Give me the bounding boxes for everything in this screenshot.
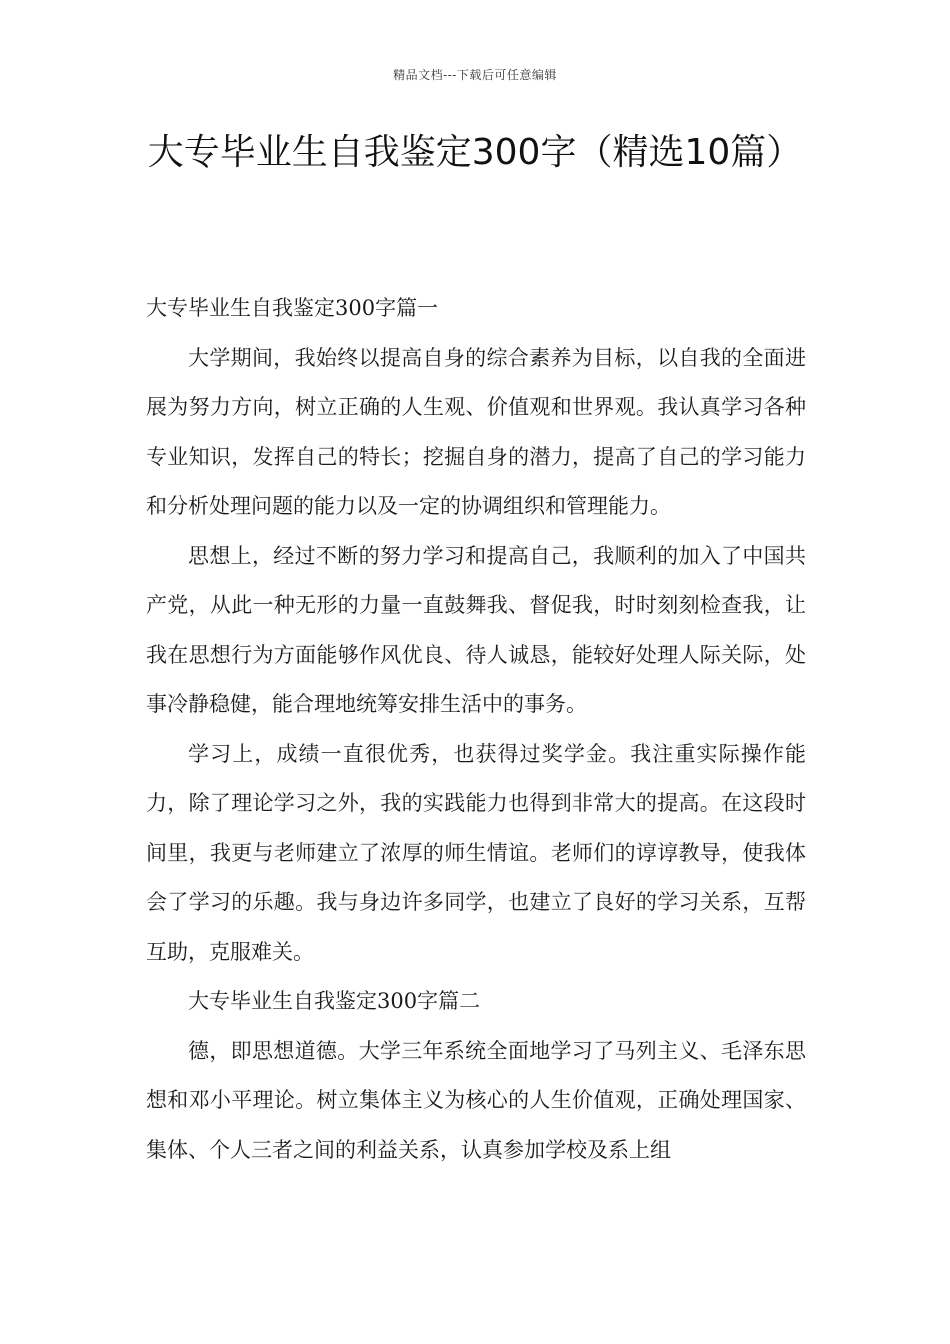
header-note: 精品文档---下载后可任意编辑 (393, 68, 557, 82)
paragraph: 思想上，经过不断的努力学习和提高自己，我顺利的加入了中国共产党，从此一种无形的力量一直鼓舞我、督促我，时时刻刻检查我，让我在思想行为方面能够作风优良、待人诚恳，能较好处理人际关际，处事冷静稳健，能合理地统筹安排生活中的事务。 (146, 543, 806, 716)
document-title: 大专毕业生自我鉴定300字（精选10篇） (147, 132, 803, 173)
document-body (146, 284, 806, 1175)
section-heading-2: 大专毕业生自我鉴定300字篇二 (188, 989, 481, 1013)
paragraph: 学习上，成绩一直很优秀，也获得过奖学金。我注重实际操作能力，除了理论学习之外，我的实践能力也得到非常大的提高。在这段时间里，我更与老师建立了浓厚的师生情谊。老师们的谆谆教导，使我体会了学习的乐趣。我与身边许多同学，也建立了良好的学习关系，互帮互助，克服难关。 (146, 741, 806, 964)
paragraph: 德，即思想道德。大学三年系统全面地学习了马列主义、毛泽东思想和邓小平理论。树立集体主义为核心的人生价值观，正确处理国家、集体、个人三者之间的利益关系，认真参加学校及系上组 (146, 1038, 806, 1162)
section-heading-1: 大专毕业生自我鉴定300字篇一 (146, 296, 439, 320)
paragraph: 大学期间，我始终以提高自身的综合素养为目标，以自我的全面进展为努力方向，树立正确的人生观、价值观和世界观。我认真学习各种专业知识，发挥自己的特长；挖掘自身的潜力，提高了自己的学习能力和分析处理问题的能力以及一定的协调组织和管理能力。 (146, 345, 806, 518)
